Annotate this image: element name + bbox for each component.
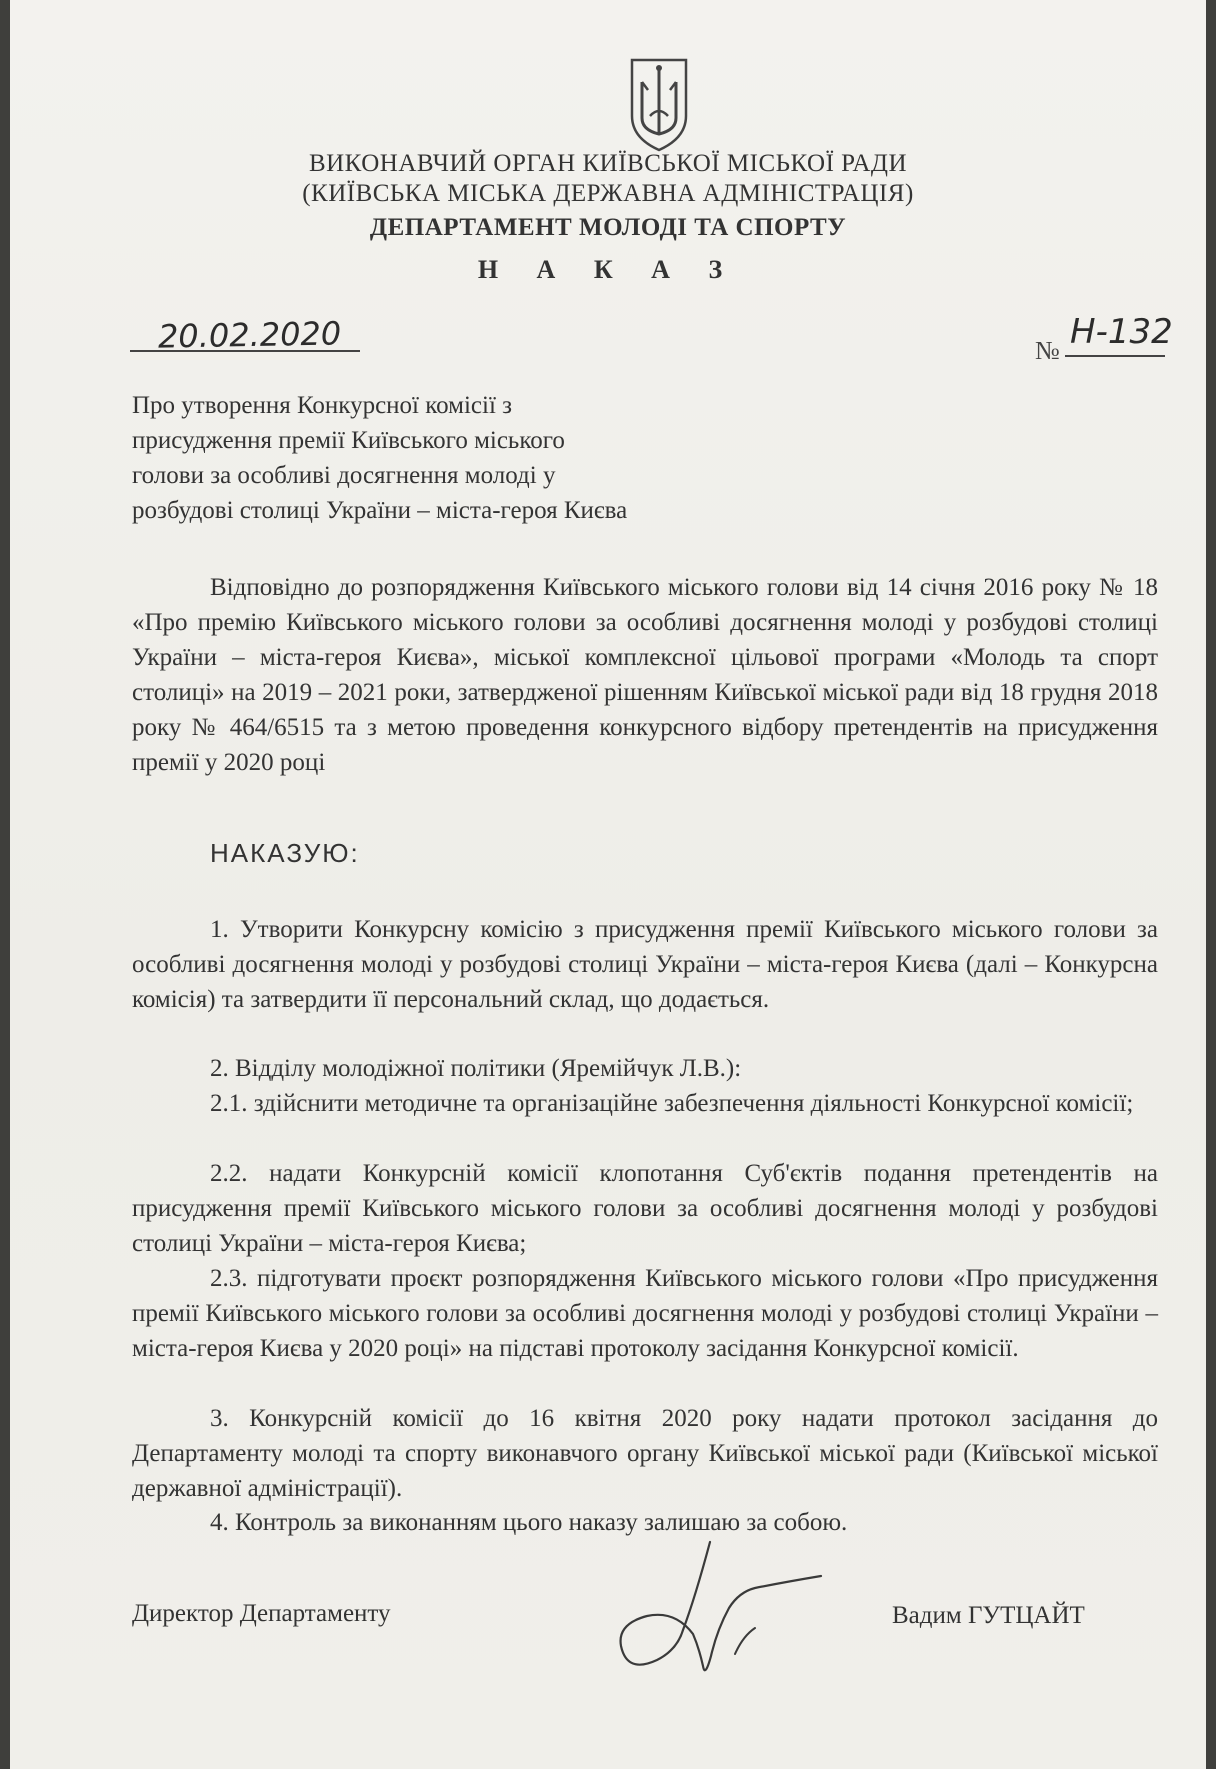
subject-line: Про утворення Конкурсної комісії з [132, 392, 513, 419]
handwritten-signature [585, 1538, 835, 1688]
document-type-title: Н А К А З [477, 255, 739, 284]
order-date: 20.02.2020 [157, 314, 342, 356]
org-title-line1: ВИКОНАВЧИЙ ОРГАН КИЇВСЬКОЇ МІСЬКОЇ РАДИ [308, 150, 908, 177]
signatory-position: Директор Департаменту [132, 1600, 391, 1627]
signatory-name: Вадим ГУТЦАЙТ [892, 1602, 1085, 1629]
subject-line: розбудові столиці України – міста-героя Києва [132, 497, 628, 524]
order-item-2-1: 2.1. здійснити методичне та організаційне забезпечення діяльності Конкурсної комісії; [210, 1090, 1134, 1117]
order-keyword: НАКАЗУЮ: [210, 838, 360, 868]
department-title: ДЕПАРТАМЕНТ МОЛОДІ ТА СПОРТУ [369, 214, 847, 241]
org-title-line2: (КИЇВСЬКА МІСЬКА ДЕРЖАВНА АДМІНІСТРАЦІЯ) [302, 180, 914, 207]
subject-line: голови за особливі досягнення молоді у [132, 462, 556, 489]
preamble-paragraph: Відповідно до розпорядження Київського міського голови від 14 січня 2016 року № 18 «Про премію Київського міського голови за особливі досягнення молоді у розбудові столиці України – міста-героя Києва», міської комплексної цільової програми «Молодь та спорт столиці» на 2019 – 2021 роки, затвердженої рішенням Київської міської ради від 18 грудня 2018 року № 464/6515 та з метою проведення конкурсного відбору претендентів на присудження премії у 2020 році [132, 574, 1158, 776]
order-item-4: 4. Контроль за виконанням цього наказу залишаю за собою. [210, 1509, 848, 1536]
order-subject [132, 388, 772, 528]
order-item-3: 3. Конкурсній комісії до 16 квітня 2020 року надати протокол засідання до Департаменту молоді та спорту виконавчого органу Київської міської ради (Київської міської державної адміністрації). [132, 1405, 1158, 1502]
order-item-2-2: 2.2. надати Конкурсній комісії клопотання Суб'єктів подання претендентів на присудження премії Київського міського голови за особливі досягнення молоді у розбудові столиці України – міста-героя Києва; [132, 1160, 1158, 1257]
order-item-2: 2. Відділу молодіжної політики (Яремійчук Л.В.): [210, 1055, 742, 1082]
number-underline [1065, 355, 1165, 357]
number-sign: № [1035, 336, 1060, 365]
order-item-1: 1. Утворити Конкурсну комісію з присудження премії Київського міського голови за особливі досягнення молоді у розбудові столиці України – міста-героя Києва (далі – Конкурсна комісія) та затвердити її персональний склад, що додається. [132, 916, 1158, 1013]
date-underline [130, 350, 360, 352]
subject-line: присудження премії Київського міського [132, 427, 565, 454]
order-item-2-3: 2.3. підготувати проєкт розпорядження Київського міського голови «Про присудження премії Київського міського голови за особливі досягнення молоді у розбудові столиці України – міста-героя Києва у 2020 році» на підставі протоколу засідання Конкурсної комісії. [132, 1265, 1158, 1362]
order-number: Н-132 [1070, 312, 1173, 352]
trident-emblem-icon [628, 56, 690, 154]
